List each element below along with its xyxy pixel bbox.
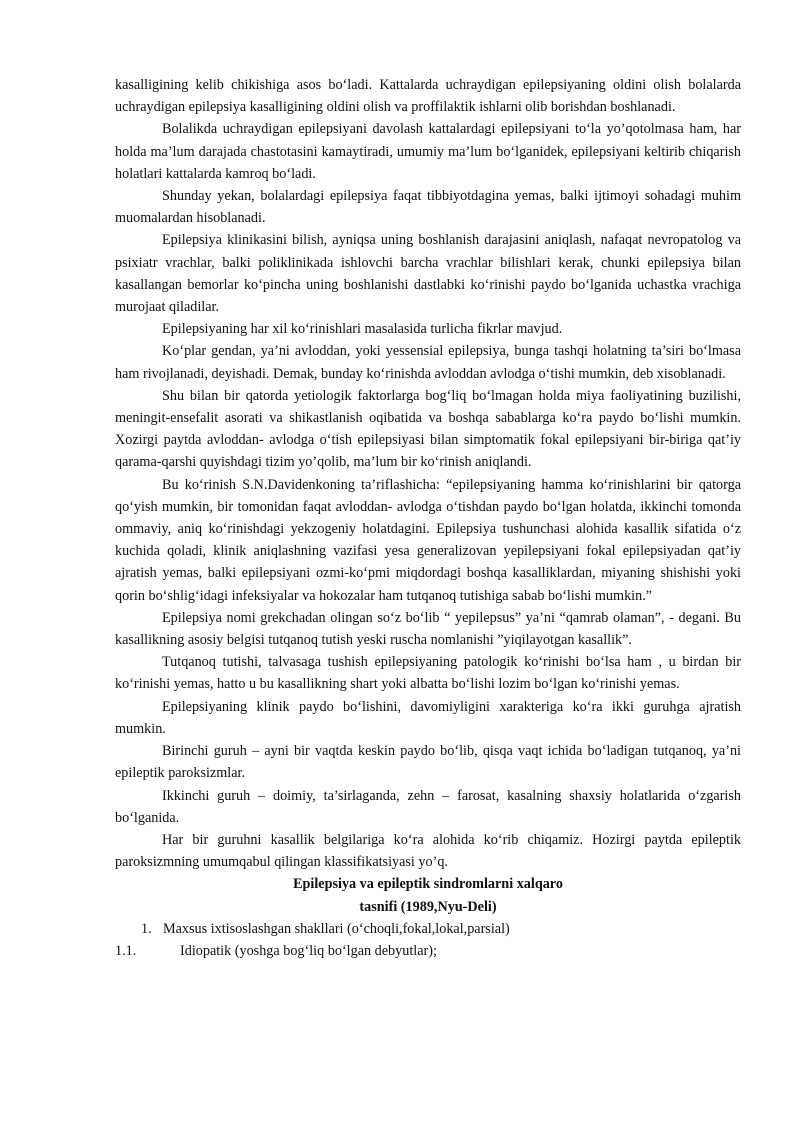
paragraph-6: Ko‘plar gendan, ya’ni avloddan, yoki yessensial epilepsiya, bunga tashqi holatning ta’siri bo‘lmasa ham rivojlanadi, deyishadi. Demak, bunday ko‘rinishda avloddan avlodga o‘tishi mumkin, deb xisoblanadi. bbox=[115, 343, 741, 382]
paragraph-5: Epilepsiyaning har xil ko‘rinishlari masalasida turlicha fikrlar mavjud. bbox=[162, 321, 563, 338]
paragraph-13: Ikkinchi guruh – doimiy, ta’sirlaganda, zehn – farosat, kasalning shaxsiy holatlarida o‘zgarish bo‘lganida. bbox=[115, 787, 741, 826]
paragraph-1: kasalligining kelib chikishiga asos bo‘ladi. Kattalarda uchraydigan epilepsiyaning oldini olish bolalarda uchraydigan epilepsiya kasalligining oldini olish va proffilaktik ishlarni olib borishdan boshlanadi. bbox=[115, 77, 741, 116]
list-item-1-1 bbox=[115, 940, 741, 962]
paragraph-11: Epilepsiyaning klinik paydo bo‘lishini, davomiyligini xarakteriga ko‘ra ikki guruhga ajratish mumkin. bbox=[115, 698, 741, 737]
paragraph-9: Epilepsiya nomi grekchadan olingan so‘z bo‘lib “ yepilepsus” ya’ni “qamrab olaman”, - degani. Bu kasallikning asosiy belgisi tutqanoq tutish yeski ruscha nomlanishi ”yiqilayotgan kasallik”. bbox=[115, 609, 741, 649]
list-item-number: 1.1. bbox=[115, 942, 137, 959]
paragraph-8: Bu ko‘rinish S.N.Davidenkoning ta’riflashicha: “epilepsiyaning hamma ko‘rinishlarini bir qatorga qo‘yish mumkin, bir tomonidan faqat avloddan- avlodga o‘tishdan paydo bo‘lgan holatda, ikkinchi tomonda ommaviy, aniq ko‘rinishdagi yekzogeniy holatdagini. Epilepsiya tushunchasi alohida kasallik sifatida o‘z kuchida qoladi, klinik aniqlashning vazifasi yesa generalizovan yepilepsiyani fokal epilepsiyadan qat’iy ajratish yemas, balki epilepsiyani ozmi-ko‘pmi miqdordagi boshqa kasalliklardan, miyaning shishishi yoki qorin bo‘shlig‘idagi infeksiyalar va hokozalar ham tutqanoq tutishiga sabab bo‘lishi mumkin.” bbox=[115, 476, 741, 604]
heading-line-1: Epilepsiya va epileptik sindromlarni xalqaro bbox=[293, 876, 563, 893]
list-item-1 bbox=[115, 918, 741, 940]
list-item-text: Maxsus ixtisoslashgan shakllari (o‘choqli,fokal,lokal,parsial) bbox=[163, 920, 510, 937]
list-item-text: Idiopatik (yoshga bog‘liq bo‘lgan debyutlar); bbox=[180, 942, 437, 959]
list-item-number: 1. bbox=[141, 920, 152, 937]
paragraph-3: Shunday yekan, bolalardagi epilepsiya faqat tibbiyotdagina yemas, balki ijtimoyi sohadagi muhim muomalardan hisoblanadi. bbox=[115, 188, 741, 227]
document-page bbox=[115, 74, 741, 962]
paragraph-4: Epilepsiya klinikasini bilish, ayniqsa uning boshlanish darajasini aniqlash, nafaqat nevropatolog va psixiatr vrachlar, balki poliklinikada ishlovchi barcha vrachlar bilishlari kerak, chunki epilepsiya bilan kasallangan bemorlar ko‘pincha uning boshlanishi dastlabki ko‘rinishi paydo bo‘lganida uchastka vrachiga murojaat qiladilar. bbox=[115, 232, 741, 316]
paragraph-12: Birinchi guruh – ayni bir vaqtda keskin paydo bo‘lib, qisqa vaqt ichida bo‘ladigan tutqanoq, ya’ni epileptik paroksizmlar. bbox=[115, 743, 741, 782]
paragraph-7: Shu bilan bir qatorda yetiologik faktorlarga bog‘liq bo‘lmagan holda miya faoliyatining buzilishi, meningit-ensefalit asorati va shikastlanish oqibatida va boshqa sabablarga ko‘ra paydo bo‘lishi mumkin. Xozirgi paytda avloddan- avlodga o‘tish epilepsiyasi bilan simptomatik fokal epilepsiyani bir-biriga qat’iy qarama-qarshi quyishdagi tizim yo’qolib, ma’lum bir ko‘rinish aniqlandi. bbox=[115, 387, 741, 471]
paragraph-14: Har bir guruhni kasallik belgilariga ko‘ra alohida ko‘rib chiqamiz. Hozirgi paytda epileptik paroksizmning umumqabul qilingan klassifikatsiyasi yo’q. bbox=[115, 831, 741, 871]
paragraph-2: Bolalikda uchraydigan epilepsiyani davolash kattalardagi epilepsiyani to‘la yo’qotolmasa ham, har holda ma’lum darajada chastotasini kamaytiradi, umumiy ma’lum bo‘lganidek, epilepsiyani keltirib chiqarish holatlari kattalarda kamroq bo‘ladi. bbox=[115, 121, 741, 182]
section-heading bbox=[115, 873, 741, 917]
paragraph-10: Tutqanoq tutishi, talvasaga tushish epilepsiyaning patologik ko‘rinishi bo‘lsa ham , u birdan bir ko‘rinishi yemas, hatto u bu kasallikning shart yoki albatta bo‘lishi lozim bo‘lgan ko‘rinishi yemas. bbox=[115, 654, 741, 693]
heading-line-2: tasnifi (1989,Nyu-Deli) bbox=[359, 898, 497, 915]
